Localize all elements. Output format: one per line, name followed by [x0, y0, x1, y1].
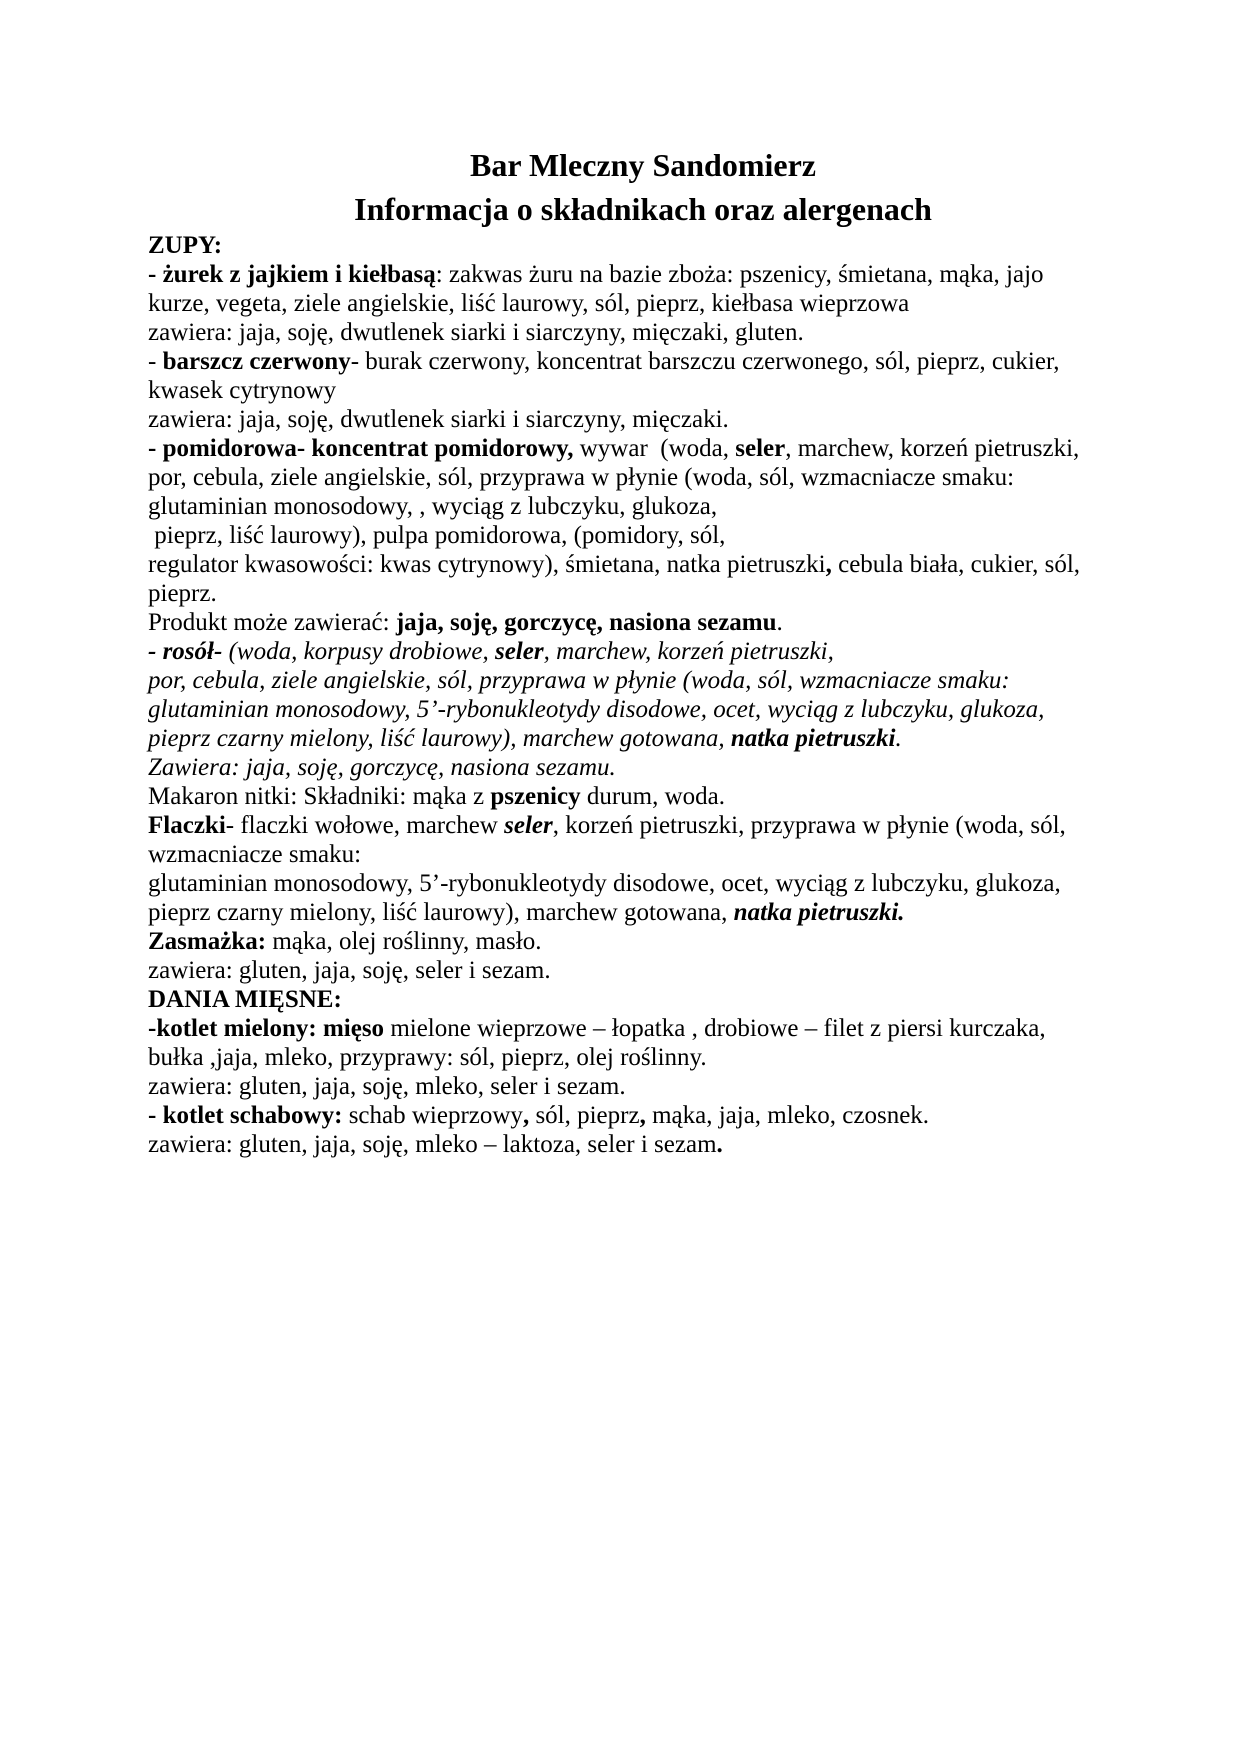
text-run: Produkt może zawierać: — [148, 609, 396, 636]
document-subtitle — [148, 187, 1138, 231]
text-run: , marchew, korzeń pietruszki, — [785, 435, 1080, 462]
text-run: . — [895, 725, 902, 752]
text-run: kwasek cytrynowy — [148, 377, 337, 404]
text-run: seler — [494, 638, 544, 665]
text-run: zawiera: jaja, soję, dwutlenek siarki i siarczyny, mięczaki. — [148, 406, 729, 433]
text-run: (woda, korpusy drobiowe, — [222, 638, 495, 665]
text-run: pieprz. — [148, 580, 217, 607]
paragraph-zawiera-barszcz — [148, 405, 1138, 434]
text-run: , — [639, 1102, 646, 1129]
paragraph-zawiera-kotlet-mielony — [148, 1072, 1138, 1101]
text-run: - rosół- — [148, 638, 223, 665]
text-run: jaja, soję, gorczycę, nasiona sezamu — [395, 609, 777, 636]
text-run: durum, woda. — [580, 783, 726, 810]
paragraph-zurek — [148, 260, 1138, 318]
text-run: Bar Mleczny Sandomierz — [469, 147, 816, 183]
text-run: , marchew, korzeń pietruszki, — [543, 638, 834, 665]
text-run: , — [522, 1102, 530, 1129]
section-heading-dania-miesne — [148, 985, 1138, 1014]
text-run: Zasmażka: — [148, 928, 267, 955]
paragraph-barszcz — [148, 347, 1138, 405]
text-run: pieprz czarny mielony, liść laurowy), marchew gotowana, — [148, 725, 731, 752]
text-run: zawiera: gluten, jaja, soję, mleko, seler i sezam. — [148, 1073, 626, 1100]
text-run: seler — [504, 812, 553, 839]
text-run: . — [776, 609, 783, 636]
text-run: sól, pieprz — [529, 1102, 640, 1129]
text-run: pieprz, liść laurowy), pulpa pomidorowa, (pomidory, sól, — [148, 522, 726, 549]
text-run: pszenicy — [490, 783, 581, 810]
text-run: pieprz czarny mielony, liść laurowy), marchew gotowana, — [148, 899, 734, 926]
text-run: wzmacniacze smaku: — [148, 841, 362, 868]
paragraph-rosol — [148, 637, 1138, 782]
text-run: Zawiera: jaja, soję, gorczycę, nasiona sezamu. — [148, 754, 616, 781]
text-run: barszcz czerwony — [162, 348, 351, 375]
paragraph-zawiera-kotlet-schabowy — [148, 1130, 1138, 1159]
text-run: glutaminian monosodowy, , wyciąg z lubczyku, glukoza, — [148, 493, 718, 520]
text-run: bułka ,jaja, mleko, przyprawy: sól, pieprz, olej roślinny. — [148, 1044, 707, 1071]
paragraph-zawiera-flaczki — [148, 956, 1138, 985]
text-run: : zakwas żuru na bazie zboża: pszenicy, śmietana, mąka, jajo — [435, 261, 1044, 288]
text-run: regulator kwasowości: kwas cytrynowy), śmietana, natka pietruszki — [148, 551, 826, 578]
text-run: glutaminian monosodowy, 5’-rybonukleotydy disodowe, ocet, wyciąg z lubczyku, glukoza, — [148, 870, 1061, 897]
text-run: schab wieprzowy — [342, 1102, 523, 1129]
text-run: , korzeń pietruszki, przyprawa w płynie (woda, sól, — [552, 812, 1066, 839]
text-run: kurze, vegeta, ziele angielskie, liść laurowy, sól, pieprz, kiełbasa wieprzowa — [148, 290, 910, 317]
text-run: zawiera: gluten, jaja, soję, seler i sezam. — [148, 957, 551, 984]
text-run: - — [148, 348, 163, 375]
paragraph-makaron-nitki — [148, 782, 1138, 811]
text-run: ZUPY: — [148, 232, 223, 259]
text-run: por, cebula, ziele angielskie, sól, przyprawa w płynie (woda, sól, wzmacniacze smaku: — [148, 464, 1015, 491]
text-run: - żurek z jajkiem i kiełbasą — [148, 261, 436, 288]
text-run: Informacja o składnikach oraz alergenach — [354, 191, 932, 227]
document-title — [148, 143, 1138, 187]
text-run: - flaczki wołowe, marchew — [225, 812, 505, 839]
text-run: glutaminian monosodowy, 5’-rybonukleotydy disodowe, ocet, wyciąg z lubczyku, glukoza, — [148, 696, 1045, 723]
paragraph-flaczki — [148, 811, 1138, 956]
text-run: mąka, jaja, mleko, czosnek. — [645, 1102, 930, 1129]
text-run: cebula biała, cukier, sól, — [831, 551, 1081, 578]
text-run: seler — [735, 435, 786, 462]
paragraph-kotlet-schabowy — [148, 1101, 1138, 1130]
text-run: , — [825, 551, 832, 578]
text-run: - kotlet schabowy: — [148, 1102, 343, 1129]
text-run: - burak czerwony, koncentrat barszczu czerwonego, sól, pieprz, cukier, — [350, 348, 1060, 375]
text-run: mielone wieprzowe – łopatka , drobiowe – filet z piersi kurczaka, — [384, 1015, 1046, 1042]
text-run: zawiera: gluten, jaja, soję, mleko – laktoza, seler i sezam — [148, 1131, 717, 1158]
text-run: natka pietruszki — [730, 725, 896, 752]
text-run: . — [716, 1131, 723, 1158]
paragraph-zawiera-zurek — [148, 318, 1138, 347]
text-run: por, cebula, ziele angielskie, sól, przyprawa w płynie (woda, sól, wzmacniacze smaku: — [148, 667, 1010, 694]
text-run: zawiera: jaja, soję, dwutlenek siarki i siarczyny, mięczaki, gluten. — [148, 319, 804, 346]
text-run: DANIA MIĘSNE: — [148, 986, 342, 1013]
text-run: - pomidorowa- koncentrat pomidorowy, — [148, 435, 574, 462]
text-run: natka pietruszki. — [733, 899, 905, 926]
paragraph-kotlet-mielony — [148, 1014, 1138, 1072]
text-run: mąka, olej roślinny, masło. — [266, 928, 542, 955]
paragraph-pomidorowa — [148, 434, 1138, 637]
text-run: Flaczki — [148, 812, 226, 839]
text-run: wywar (woda, — [573, 435, 736, 462]
section-heading-zupy — [148, 231, 1138, 260]
text-run: Makaron nitki: Składniki: mąka z — [148, 783, 491, 810]
text-run: -kotlet mielony: mięso — [148, 1015, 385, 1042]
